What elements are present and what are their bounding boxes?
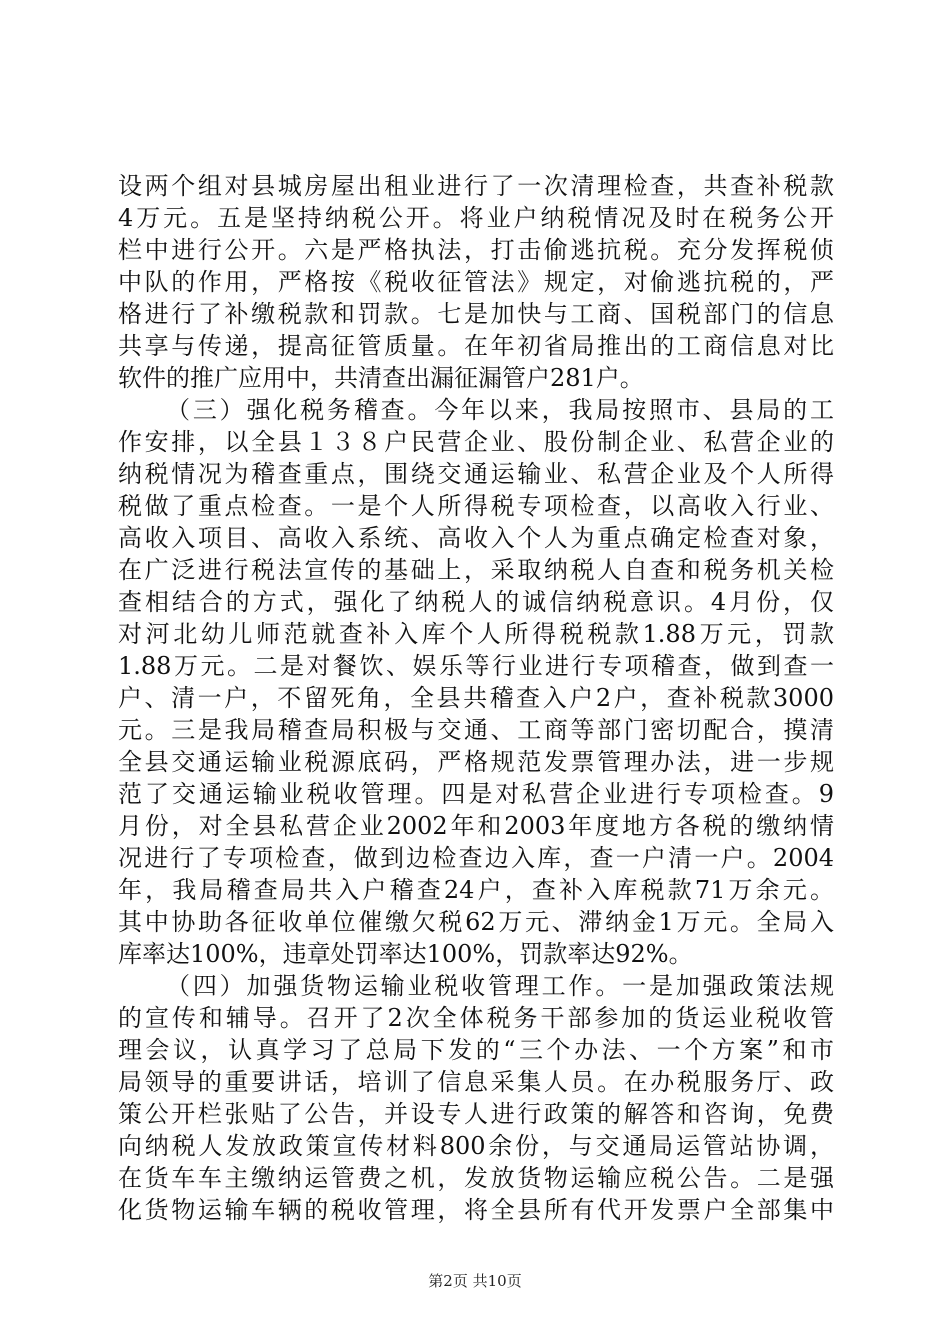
text-line: 查相结合的方式，强化了纳税人的诚信纳税意识。4月份，仅 [118, 588, 834, 616]
text-line: 库率达100%，违章处罚率达100%，罚款率达92%。 [118, 940, 693, 968]
text-line: 向纳税人发放政策宣传材料800余份，与交通局运管站协调， [118, 1132, 834, 1160]
text-line: 4万元。五是坚持纳税公开。将业户纳税情况及时在税务公开 [118, 204, 834, 232]
text-line: 1.88万元。二是对餐饮、娱乐等行业进行专项稽查，做到查一 [118, 652, 834, 680]
text-line: 的宣传和辅导。召开了2次全体税务干部参加的货运业税收管 [118, 1004, 834, 1032]
text-line: 作安排，以全县１３８户民营企业、股份制企业、私营企业的 [118, 428, 834, 456]
text-line: 在货车车主缴纳运管费之机，发放货物运输应税公告。二是强 [118, 1164, 834, 1192]
text-line: 范了交通运输业税收管理。四是对私营企业进行专项检查。9 [118, 780, 834, 808]
text-line: 策公开栏张贴了公告，并设专人进行政策的解答和咨询，免费 [118, 1100, 834, 1128]
text-line: 全县交通运输业税源底码，严格规范发票管理办法，进一步规 [118, 748, 834, 776]
text-line: （三）强化税务稽查。今年以来，我局按照市、县局的工 [166, 396, 834, 424]
text-line: 月份，对全县私营企业2002年和2003年度地方各税的缴纳情 [118, 812, 834, 840]
text-line: 软件的推广应用中，共清查出漏征漏管户281户。 [118, 364, 644, 392]
text-line: 高收入项目、高收入系统、高收入个人为重点确定检查对象， [118, 524, 834, 552]
text-line: 理会议，认真学习了总局下发的“三个办法、一个方案”和市 [118, 1036, 834, 1064]
text-line: 中队的作用，严格按《税收征管法》规定，对偷逃抗税的，严 [118, 268, 834, 296]
text-line: 栏中进行公开。六是严格执法，打击偷逃抗税。充分发挥税侦 [118, 236, 834, 264]
text-line: 在广泛进行税法宣传的基础上，采取纳税人自查和税务机关检 [118, 556, 834, 584]
text-line: 设两个组对县城房屋出租业进行了一次清理检查，共查补税款 [118, 172, 834, 200]
text-line: 对河北幼儿师范就查补入库个人所得税税款1.88万元，罚款 [118, 620, 834, 648]
text-line: 其中协助各征收单位催缴欠税62万元、滞纳金1万元。全局入 [118, 908, 834, 936]
text-line: （四）加强货物运输业税收管理工作。一是加强政策法规 [166, 972, 834, 1000]
text-line: 户、清一户，不留死角，全县共稽查入户2户，查补税款3000 [118, 684, 834, 712]
text-line: 年，我局稽查局共入户稽查24户，查补入库税款71万余元。 [118, 876, 834, 904]
text-line: 纳税情况为稽查重点，围绕交通运输业、私营企业及个人所得 [118, 460, 834, 488]
body-text [118, 170, 834, 1226]
text-line: 况进行了专项检查，做到边检查边入库，查一户清一户。2004 [118, 844, 834, 872]
page-number-footer: 第2页 共10页 [428, 1272, 522, 1290]
text-line: 元。三是我局稽查局积极与交通、工商等部门密切配合，摸清 [118, 716, 834, 744]
text-line: 税做了重点检查。一是个人所得税专项检查，以高收入行业、 [118, 492, 834, 520]
text-line: 格进行了补缴税款和罚款。七是加快与工商、国税部门的信息 [118, 300, 834, 328]
text-line: 局领导的重要讲话，培训了信息采集人员。在办税服务厅、政 [118, 1068, 834, 1096]
text-line: 化货物运输车辆的税收管理，将全县所有代开发票户全部集中 [118, 1196, 834, 1224]
text-line: 共享与传递，提高征管质量。在年初省局推出的工商信息对比 [118, 332, 834, 360]
